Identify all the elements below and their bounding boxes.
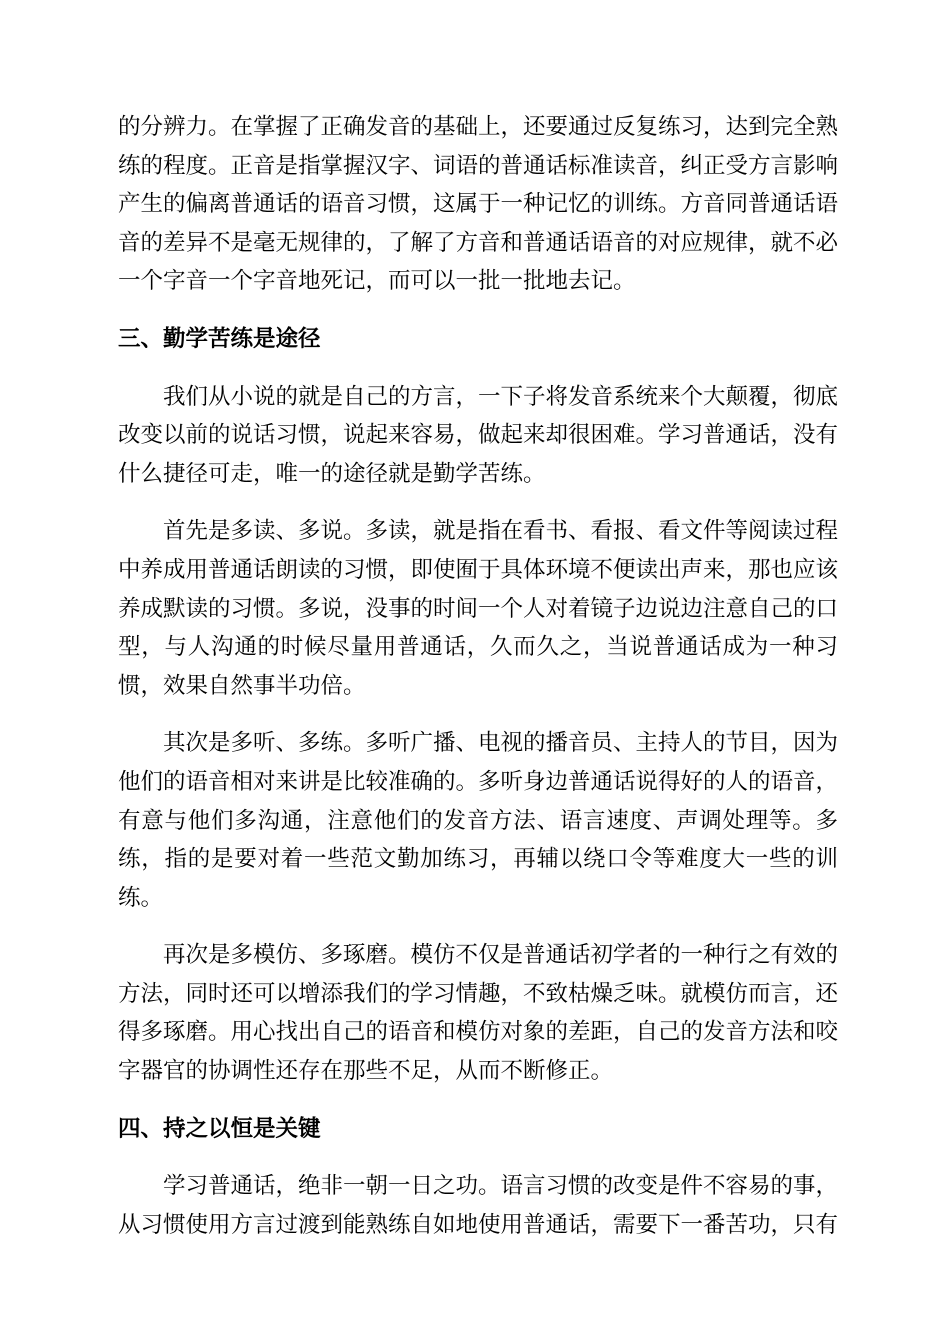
paragraph-read-speak: 首先是多读、多说。多读，就是指在看书、看报、看文件等阅读过程中养成用普通话朗读的习惯，即使囿于具体环境不便读出声来，那也应该养成默读的习惯。多说，没事的时间一个人对着镜子边说边注意自己的口型，与人沟通的时候尽量用普通话，久而久之，当说普通话成为一种习惯，效果自然事半功倍。 xyxy=(118,518,839,699)
paragraph-listen-practice: 其次是多听、多练。多听广播、电视的播音员、主持人的节目，因为他们的语音相对来讲是比较准确的。多听身边普通话说得好的人的语音，有意与他们多沟通，注意他们的发音方法、语言速度、声调处理等。多练，指的是要对着一些范文勤加练习，再辅以绕口令等难度大一些的训练。 xyxy=(118,730,839,911)
paragraph-continuation: 的分辨力。在掌握了正确发音的基础上，还要通过反复练习，达到完全熟练的程度。正音是指掌握汉字、词语的普通话标准读音，纠正受方言影响产生的偏离普通话的语音习惯，这属于一种记忆的训练。方音同普通话语音的差异不是毫无规律的，了解了方音和普通话语音的对应规律，就不必一个字音一个字音地死记，而可以一批一批地去记。 xyxy=(118,114,839,295)
document-page xyxy=(118,108,838,1263)
paragraph-persistence: 学习普通话，绝非一朝一日之功。语言习惯的改变是件不容易的事，从习惯使用方言过渡到能熟练自如地使用普通话，需要下一番苦功，只有 xyxy=(118,1173,839,1238)
section-heading-four: 四、持之以恒是关键 xyxy=(118,1115,321,1142)
section-heading-three: 三、勤学苦练是途径 xyxy=(118,325,321,352)
paragraph-imitate: 再次是多模仿、多琢磨。模仿不仅是普通话初学者的一种行之有效的方法，同时还可以增添我们的学习情趣，不致枯燥乏味。就模仿而言，还得多琢磨。用心找出自己的语音和模仿对象的差距，自己的发音方法和咬字器官的协调性还存在那些不足，从而不断修正。 xyxy=(118,942,839,1085)
paragraph-dialect-intro: 我们从小说的就是自己的方言，一下子将发音系统来个大颠覆，彻底改变以前的说话习惯，说起来容易，做起来却很困难。学习普通话，没有什么捷径可走，唯一的途径就是勤学苦练。 xyxy=(118,383,839,487)
